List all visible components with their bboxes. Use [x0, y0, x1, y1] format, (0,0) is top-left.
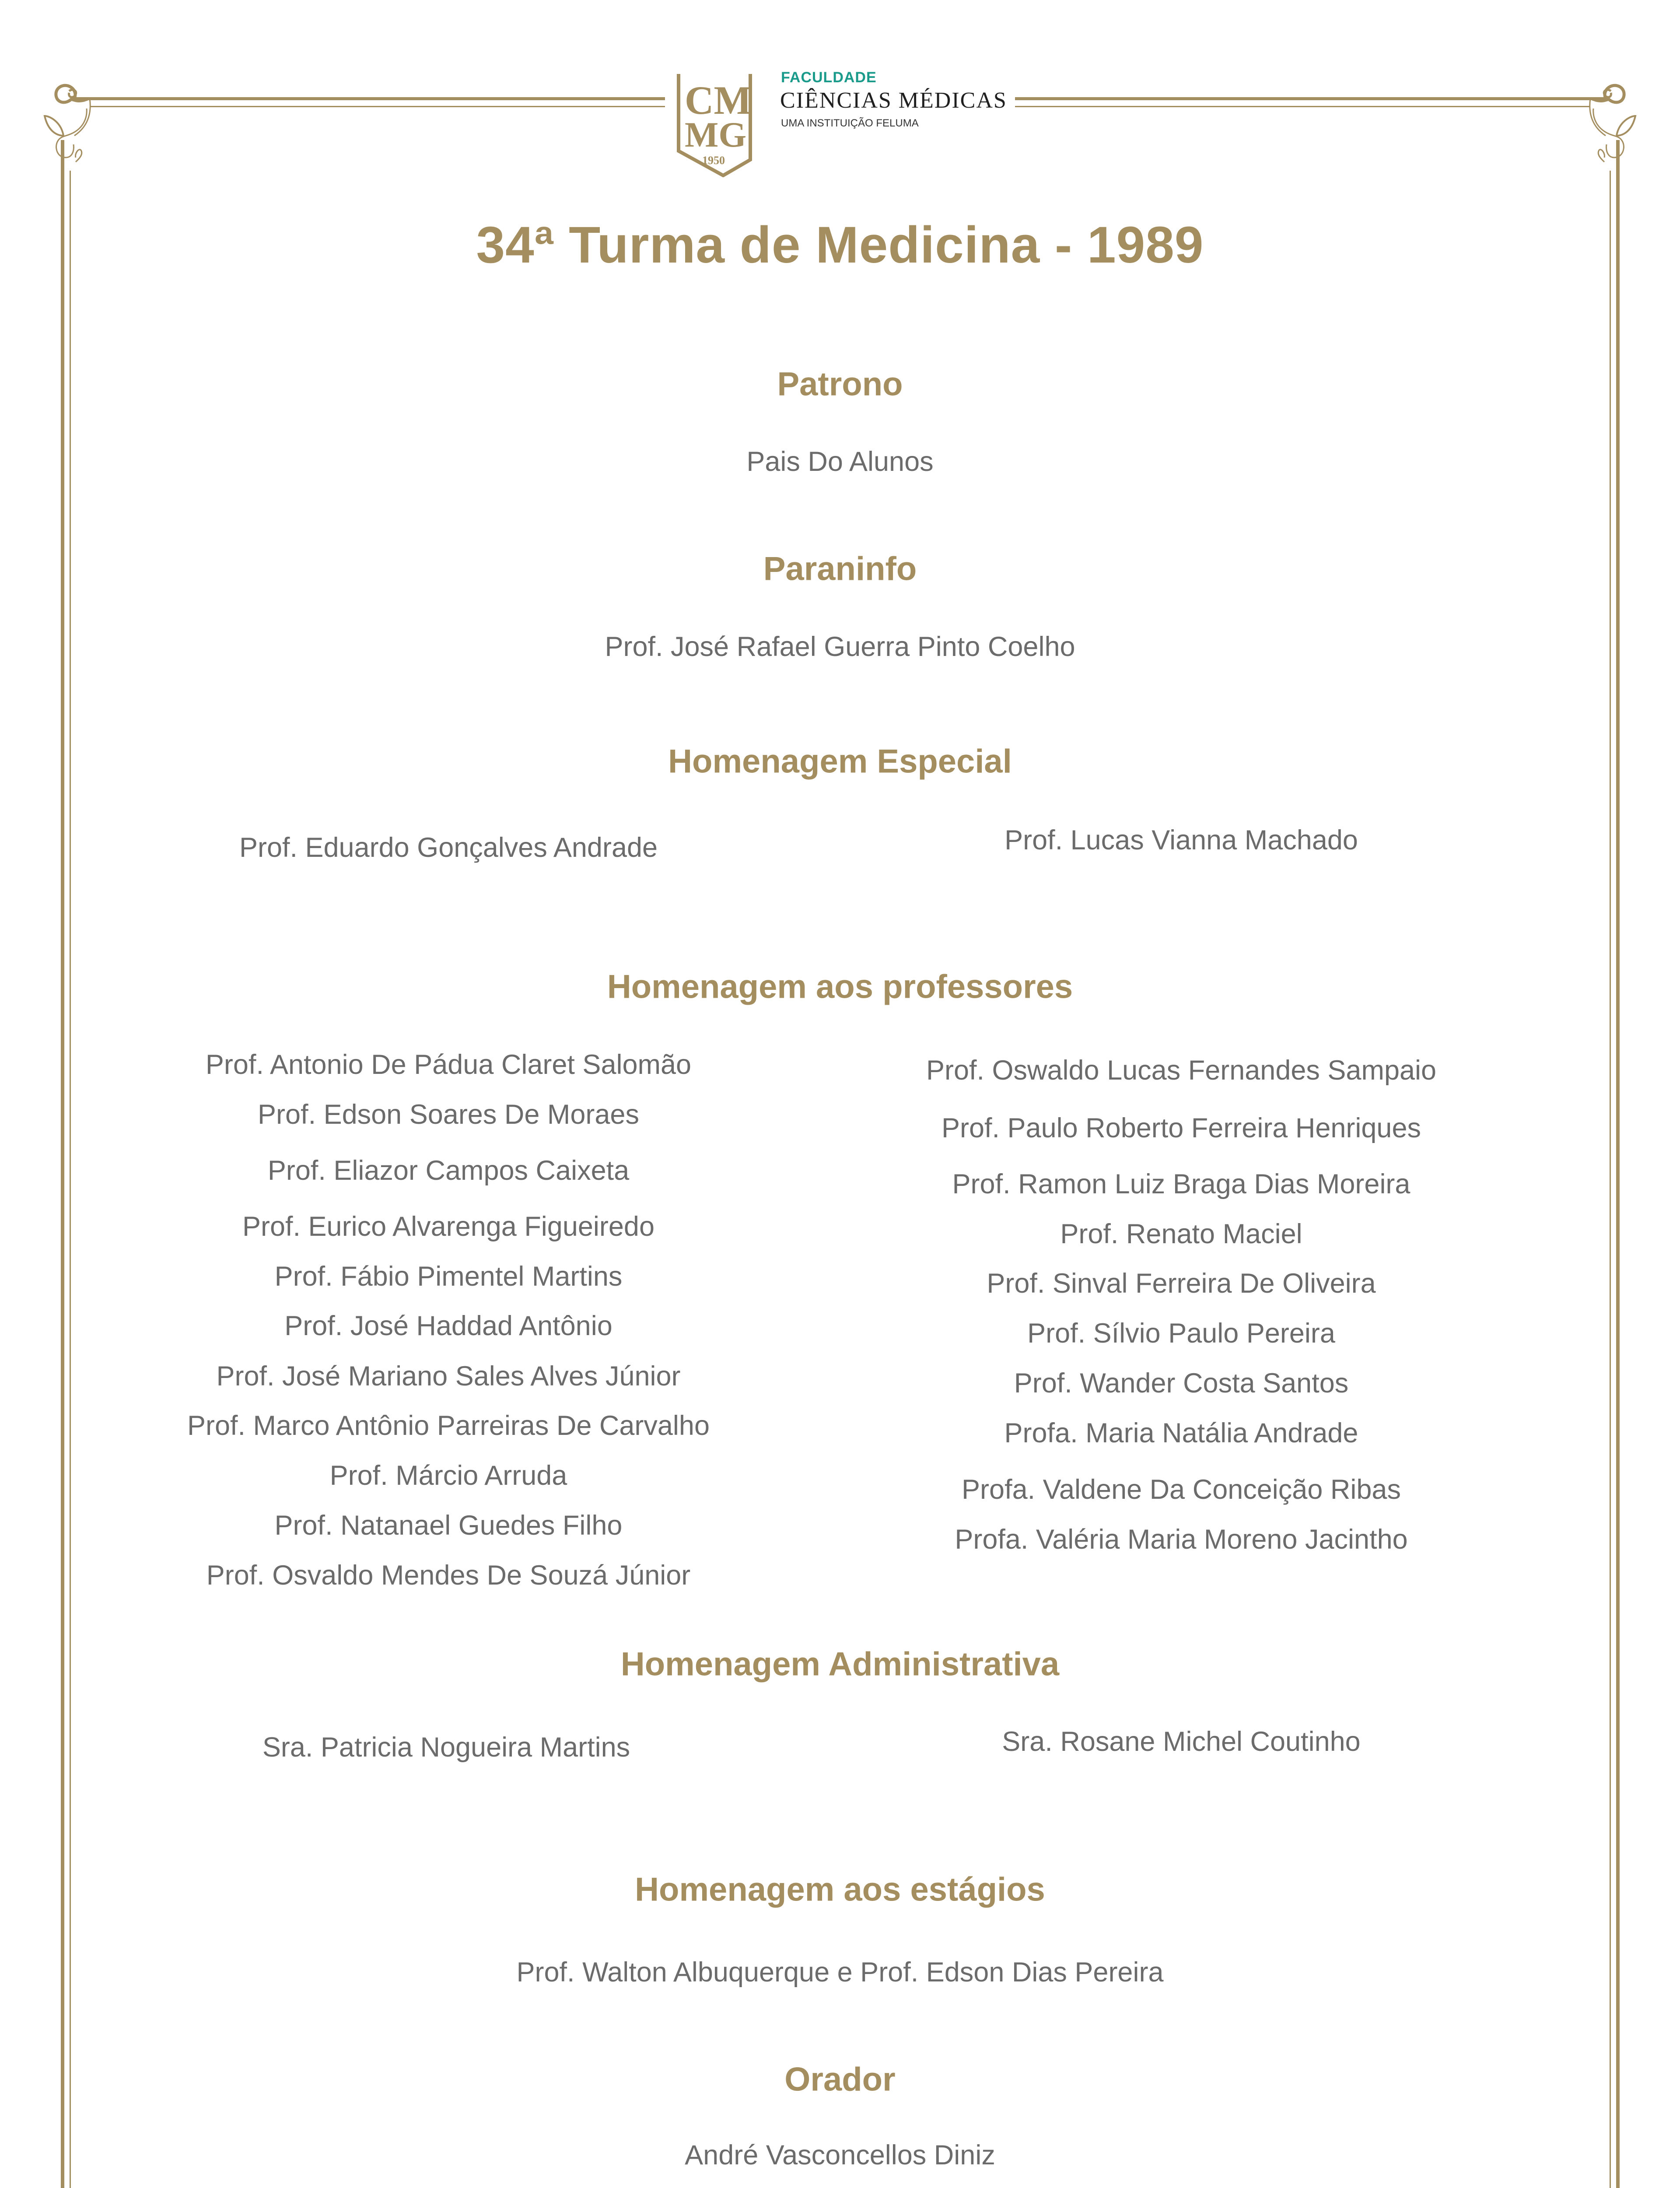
logo-year: 1950: [702, 154, 725, 167]
list-item: Prof. Wander Costa Santos: [1014, 1368, 1349, 1399]
list-item: Prof. Antonio De Pádua Claret Salomão: [205, 1049, 692, 1080]
heading-paraninfo: Paraninfo: [763, 550, 917, 588]
homenagem-especial-right: Prof. Lucas Vianna Machado: [1004, 825, 1358, 856]
heading-homenagem-estagios: Homenagem aos estágios: [635, 1871, 1045, 1908]
list-item: Prof. Eurico Alvarenga Figueiredo: [242, 1211, 655, 1242]
list-item: Prof. Natanael Guedes Filho: [274, 1510, 623, 1541]
list-item: Prof. Renato Maciel: [1060, 1219, 1302, 1249]
page-title: 34ª Turma de Medicina - 1989: [476, 216, 1204, 274]
homenagem-estagios-name: Prof. Walton Albuquerque e Prof. Edson Dias Pereira: [516, 1957, 1164, 1988]
list-item: Prof. Osvaldo Mendes De Souzá Júnior: [206, 1560, 691, 1591]
orador-name: André Vasconcellos Diniz: [685, 2140, 995, 2170]
brand-feluma: UMA INSTITUIÇÃO FELUMA: [781, 117, 919, 129]
list-item: Prof. Eliazor Campos Caixeta: [267, 1155, 630, 1186]
brand-ciencias-medicas: CIÊNCIAS MÉDICAS: [780, 88, 1007, 113]
heading-homenagem-professores: Homenagem aos professores: [607, 968, 1073, 1006]
logo-monogram-top: CM: [685, 78, 752, 123]
list-item: Prof. Marco Antônio Parreiras De Carvalho: [187, 1410, 710, 1441]
list-item: Prof. José Haddad Antônio: [284, 1311, 612, 1341]
list-item: Prof. Sílvio Paulo Pereira: [1027, 1318, 1335, 1349]
heading-homenagem-administrativa: Homenagem Administrativa: [620, 1645, 1060, 1683]
list-item: Prof. Sinval Ferreira De Oliveira: [987, 1268, 1376, 1299]
corner-ornament-top-left-icon: [39, 74, 105, 184]
frame-top-thin-left: [90, 106, 665, 107]
frame-top-thick-right: [1015, 97, 1608, 100]
list-item: Prof. Paulo Roberto Ferreira Henriques: [941, 1113, 1421, 1143]
corner-ornament-top-right-icon: [1575, 74, 1641, 184]
frame-top-thick-left: [72, 97, 665, 100]
heading-orador: Orador: [784, 2061, 896, 2098]
list-item: Profa. Valdene Da Conceição Ribas: [962, 1474, 1401, 1505]
list-item: Prof. Márcio Arruda: [329, 1460, 567, 1491]
list-item: Prof. Ramon Luiz Braga Dias Moreira: [952, 1169, 1410, 1199]
homenagem-especial-left: Prof. Eduardo Gonçalves Andrade: [239, 832, 658, 863]
frame-top-thin-right: [1015, 106, 1590, 107]
paraninfo-name: Prof. José Rafael Guerra Pinto Coelho: [605, 631, 1075, 662]
cmmg-logo-shield-icon: [676, 72, 763, 177]
heading-homenagem-especial: Homenagem Especial: [668, 743, 1012, 780]
list-item: Prof. Fábio Pimentel Martins: [274, 1261, 623, 1292]
patrono-name: Pais Do Alunos: [746, 446, 934, 477]
heading-patrono: Patrono: [777, 365, 903, 403]
list-item: Prof. José Mariano Sales Alves Júnior: [216, 1361, 681, 1392]
homenagem-administrativa-right: Sra. Rosane Michel Coutinho: [1002, 1726, 1361, 1757]
list-item: Profa. Maria Natália Andrade: [1004, 1418, 1358, 1448]
brand-faculdade: FACULDADE: [781, 69, 877, 86]
homenagem-administrativa-left: Sra. Patricia Nogueira Martins: [262, 1732, 630, 1763]
logo-monogram-bottom: MG: [685, 115, 747, 154]
list-item: Profa. Valéria Maria Moreno Jacintho: [955, 1524, 1408, 1555]
list-item: Prof. Oswaldo Lucas Fernandes Sampaio: [926, 1055, 1437, 1086]
list-item: Prof. Edson Soares De Moraes: [258, 1099, 639, 1130]
